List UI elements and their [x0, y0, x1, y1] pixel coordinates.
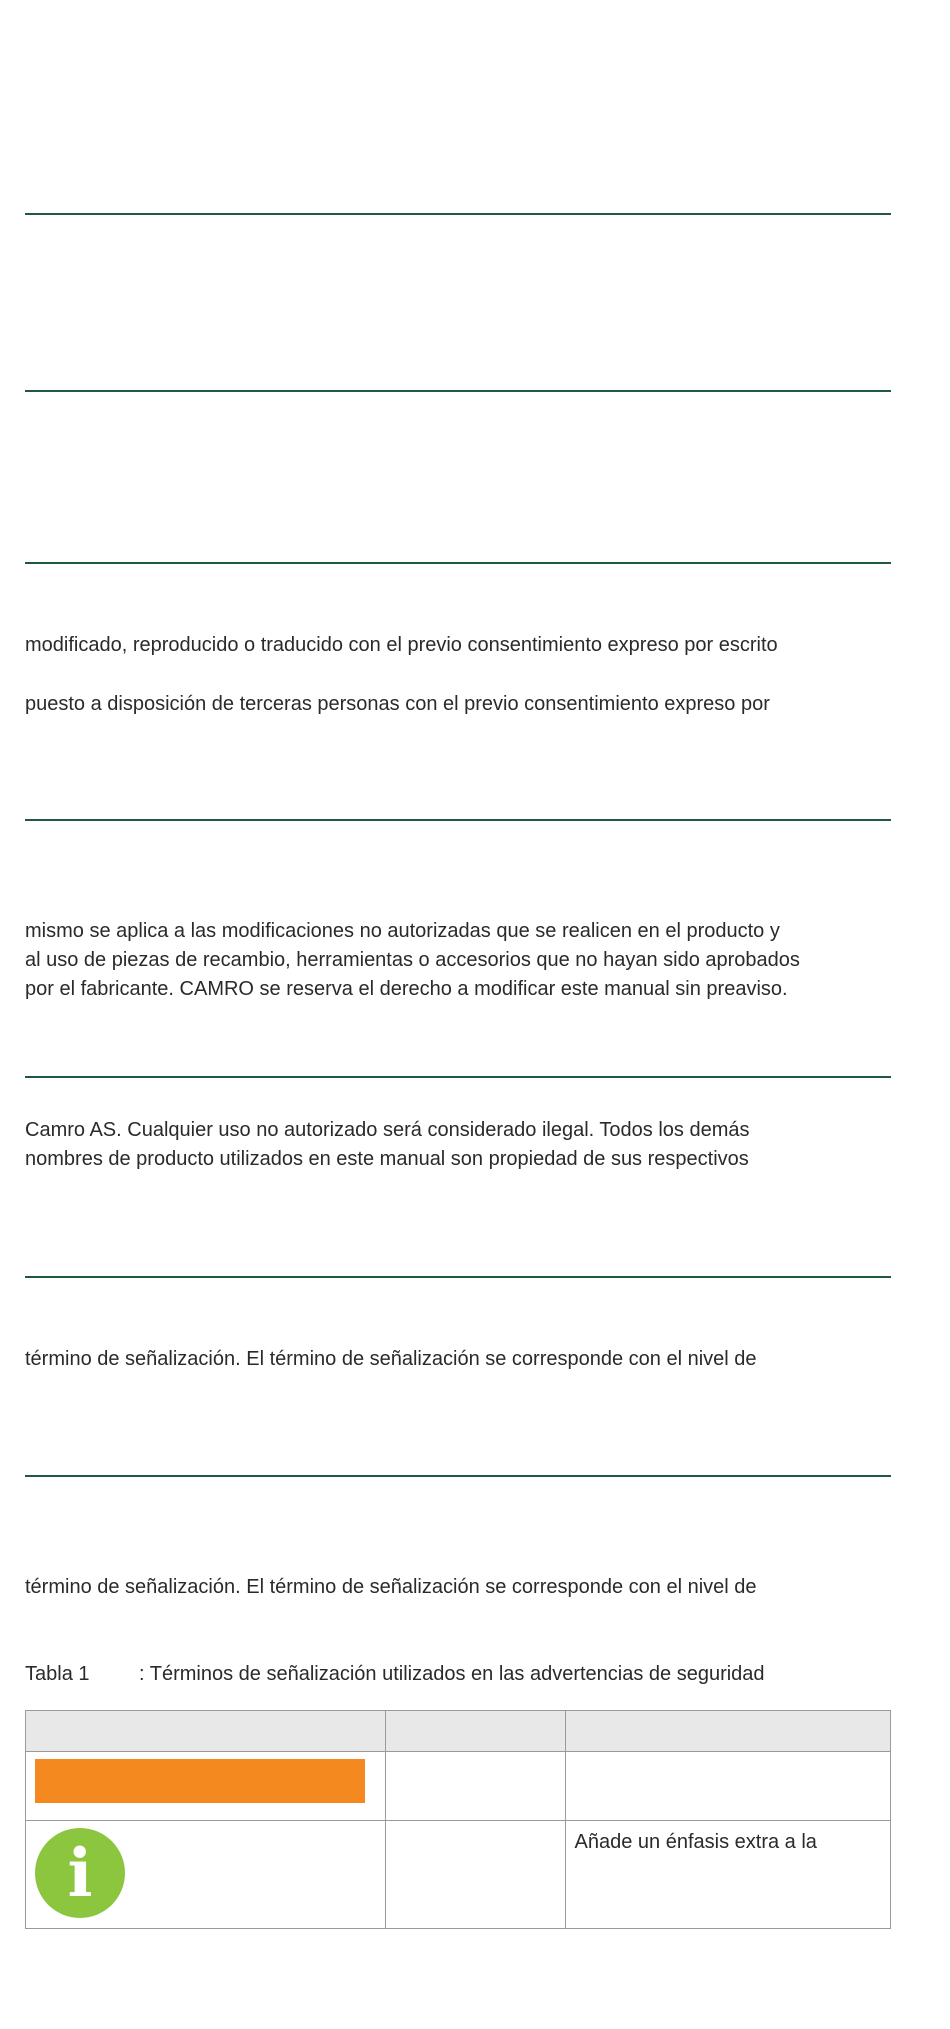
table-cell	[385, 1752, 565, 1821]
paragraph-trademark-line-2: nombres de producto utilizados en este manual son propiedad de sus respectivos	[25, 1148, 749, 1170]
divider-rule-2	[25, 390, 891, 392]
divider-rule-1	[25, 213, 891, 215]
table-cell	[565, 1752, 890, 1821]
signal-words-table	[25, 1710, 891, 1929]
paragraph-trademark-line-1: Camro AS. Cualquier uso no autorizado será considerado ilegal. Todos los demás	[25, 1119, 750, 1141]
table-header-cell	[565, 1711, 890, 1752]
paragraph-signal-b: término de señalización. El término de señalización se corresponde con el nivel de	[25, 1576, 757, 1598]
table-cell-symbol	[26, 1752, 386, 1821]
table-row	[26, 1752, 891, 1821]
table-caption-number: Tabla 1	[25, 1663, 90, 1685]
paragraph-signal-a: término de señalización. El término de señalización se corresponde con el nivel de	[25, 1348, 757, 1370]
table-header-cell	[26, 1711, 386, 1752]
paragraph-copyright-b: puesto a disposición de terceras personas con el previo consentimiento expreso por	[25, 693, 770, 715]
table-cell-description	[565, 1821, 890, 1929]
paragraph-liability-line-3: por el fabricante. CAMRO se reserva el derecho a modificar este manual sin preaviso.	[25, 978, 788, 1000]
table-caption-title: : Términos de señalización utilizados en las advertencias de seguridad	[139, 1663, 765, 1685]
divider-rule-6	[25, 1276, 891, 1278]
divider-rule-3	[25, 562, 891, 564]
table-caption	[25, 1660, 765, 1689]
paragraph-copyright-a: modificado, reproducido o traducido con el previo consentimiento expreso por escrito	[25, 634, 778, 656]
divider-rule-7	[25, 1475, 891, 1477]
paragraph-liability-line-1: mismo se aplica a las modificaciones no autorizadas que se realicen en el producto y	[25, 920, 780, 942]
orange-warning-bar	[35, 1759, 365, 1803]
divider-rule-5	[25, 1076, 891, 1078]
table-row	[26, 1821, 891, 1929]
table-cell	[385, 1821, 565, 1929]
info-icon: i	[35, 1828, 125, 1918]
table-cell-symbol	[26, 1821, 386, 1929]
divider-rule-4	[25, 819, 891, 821]
paragraph-liability-line-2: al uso de piezas de recambio, herramientas o accesorios que no hayan sido aprobados	[25, 949, 800, 971]
table-header-row	[26, 1711, 891, 1752]
table-header-cell	[385, 1711, 565, 1752]
info-description: Añade un énfasis extra a la	[574, 1831, 817, 1853]
